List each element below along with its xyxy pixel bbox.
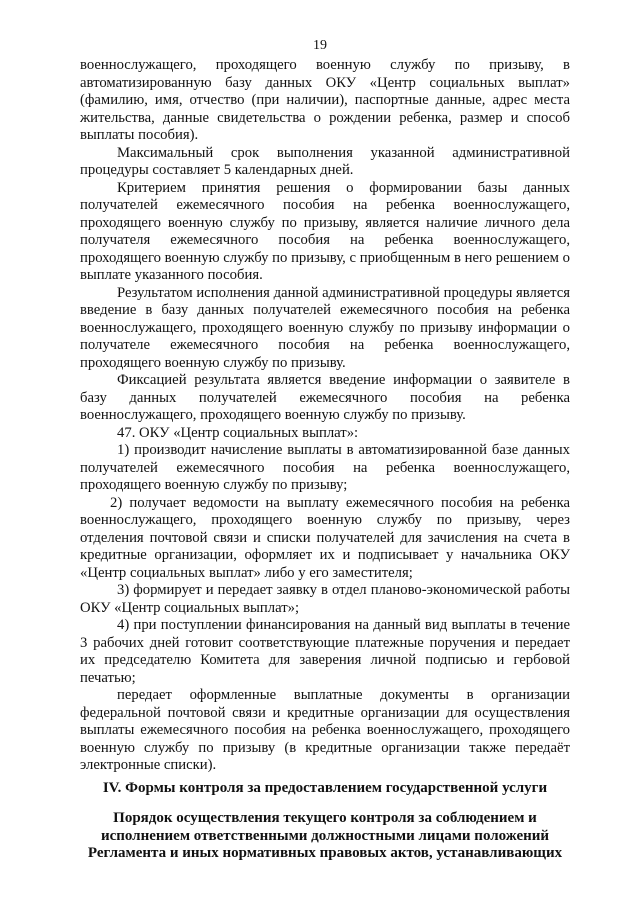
- paragraph: 3) формирует и передает заявку в отдел планово-экономической работы ОКУ «Центр социальных выплат»;: [80, 582, 570, 616]
- paragraph: военнослужащего, проходящего военную службу по призыву, в автоматизированную базу данных ОКУ «Центр социальных выплат» (фамилию, имя, отчество (при наличии), паспортные данные, адрес места жительства, данные свидетельства о рождении ребенка, размер и способ выплаты пособия).: [80, 57, 570, 143]
- subsection-heading: Порядок осуществления текущего контроля за соблюдением и исполнением ответственными должностными лицами положений Регламента и иных нормативных правовых актов, устанавливающих: [87, 810, 563, 861]
- document-body: [80, 57, 570, 775]
- paragraph: Фиксацией результата является введение информации о заявителе в базу данных получателей ежемесячного пособия на ребенка военнослужащего, проходящего военную службу по призыву.: [80, 372, 570, 423]
- page-number: 19: [313, 38, 327, 53]
- section-heading: IV. Формы контроля за предоставлением государственной услуги: [102, 780, 548, 796]
- paragraph: передает оформленные выплатные документы в организации федеральной почтовой связи и кредитные организации для осуществления выплаты ежемесячного пособия на ребенка военнослужащего, проходящего военную службу по призыву (в кредитные организации также передаёт электронные списки).: [80, 687, 570, 773]
- paragraph: 1) производит начисление выплаты в автоматизированной базе данных получателей ежемесячного пособия на ребенка военнослужащего, проходящего военную службу по призыву;: [80, 442, 570, 493]
- paragraph: Максимальный срок выполнения указанной административной процедуры составляет 5 календарных дней.: [80, 144, 570, 178]
- paragraph: Критерием принятия решения о формировании базы данных получателей ежемесячного пособия на ребенка военнослужащего, проходящего военную службу по призыву, является наличие личного дела получателя ежемесячного пособия на ребенка военнослужащего, проходящего военную службу по призыву, с приобщенным в него решением о выплате указанного пособия.: [80, 179, 570, 283]
- paragraph: 4) при поступлении финансирования на данный вид выплаты в течение 3 рабочих дней готовит соответствующие платежные поручения и передает их председателю Комитета для заверения личной подписью и гербовой печатью;: [80, 617, 570, 686]
- paragraph: 2) получает ведомости на выплату ежемесячного пособия на ребенка военнослужащего, проходящего военную службу по призыву, через отделения почтовой связи и списки получателей для зачисления на счета в кредитные организации, оформляет их и подписывает у начальника ОКУ «Центр социальных выплат» либо у его заместителя;: [80, 494, 570, 581]
- paragraph: Результатом исполнения данной административной процедуры является введение в базу данных получателей ежемесячного пособия на ребенка военнослужащего, проходящего военную службу по призыву информации о получателе ежемесячного пособия на ребенка военнослужащего, проходящего военную службу по призыву.: [80, 284, 570, 371]
- paragraph: 47. ОКУ «Центр социальных выплат»:: [117, 424, 359, 441]
